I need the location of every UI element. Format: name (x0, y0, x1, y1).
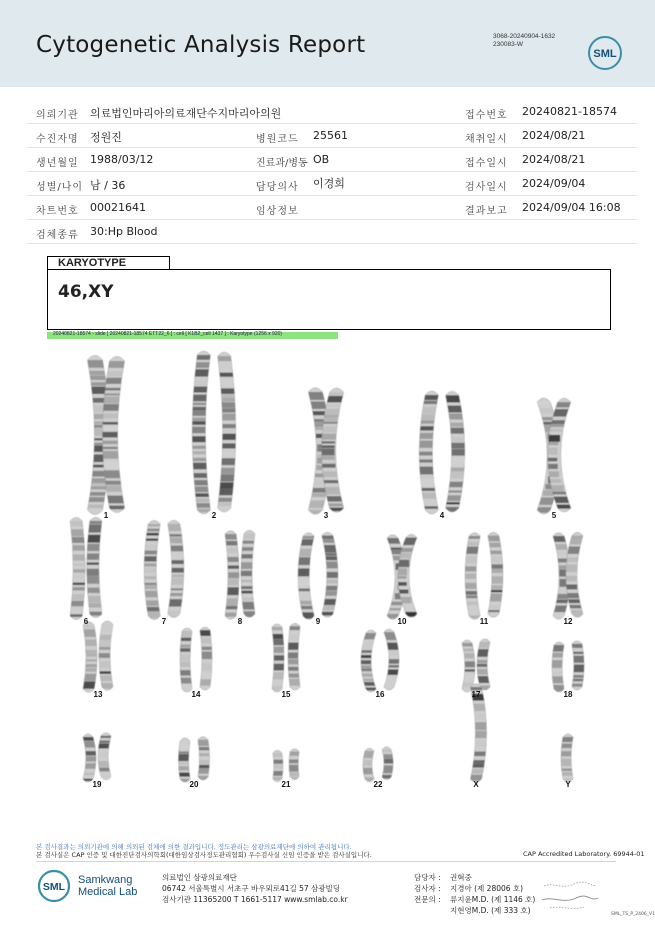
footer-divider (36, 861, 616, 862)
svg-text:SML: SML (593, 48, 617, 60)
test-date-label: 검사일시 (465, 182, 508, 193)
collect-label: 채취일시 (465, 134, 508, 145)
chromosome-X-single (465, 684, 497, 783)
chromosome-label-20: 20 (189, 780, 199, 789)
inst-value: 의료법인마리아의료재단수지마리아의원 (90, 107, 282, 120)
chromosome-11-b (482, 532, 512, 617)
dept-label: 진료과/병동 (256, 158, 308, 169)
chromosome-label-7: 7 (161, 617, 167, 626)
report-code-1: 3068-20240904-1632 (493, 33, 556, 40)
brand-name-1: Samkwang (78, 874, 133, 886)
chromosome-label-19: 19 (92, 780, 102, 789)
dept-value: OB (313, 153, 330, 166)
chromosome-20-a (172, 738, 195, 783)
test-date-value: 2024/09/04 (522, 177, 586, 190)
name-value: 정원진 (90, 131, 122, 144)
chromosome-7-b (162, 520, 194, 618)
name-label: 수진자명 (36, 134, 79, 145)
doctor-label: 담당의사 (256, 182, 299, 193)
chromosome-label-10: 10 (397, 617, 407, 626)
karyotype-result-box (47, 269, 611, 330)
chromosome-7-a (134, 520, 166, 619)
karyotype-tab-label: KARYOTYPE (58, 257, 127, 269)
chromosome-label-2: 2 (211, 511, 217, 520)
org-contact: 검사기관 11365200 T 1661-5117 www.smlab.co.kr (162, 895, 348, 904)
report-title: Cytogenetic Analysis Report (36, 32, 366, 58)
chromosome-5-b (531, 398, 577, 512)
chromosome-15-b (281, 623, 305, 690)
chromosome-label-3: 3 (323, 511, 329, 520)
karyotype-tab (47, 256, 170, 270)
tester-label: 검사자 : (414, 884, 441, 893)
chromosome-22-b (378, 747, 400, 780)
recv-date-label: 접수일시 (465, 158, 508, 169)
chromosome-label-21: 21 (281, 780, 291, 789)
doctor-value: 이경희 (313, 177, 345, 190)
ward-value: 25561 (313, 129, 348, 142)
cap-accreditation: CAP Accredited Laboratory. 69944-01 (523, 850, 645, 858)
specialist-value-1: 류지윤M.D. (제 1146 호) (450, 895, 536, 904)
specimen-label: 검체종류 (36, 230, 79, 241)
chromosome-14-b (195, 627, 219, 690)
chromosome-label-Y: Y (565, 780, 571, 789)
chromosome-2-a (181, 351, 217, 514)
chromosome-18-b (567, 641, 591, 690)
chromosome-label-8: 8 (237, 617, 243, 626)
disclaimer-line-2: 본 검사실은 CAP 인증 및 대한진단검사의학회(대한임상검사정도관리협회) 우수검사실 신임 인증을 받은 검사실입니다. (36, 851, 372, 859)
birth-label: 생년월일 (36, 158, 79, 169)
karyogram-image (40, 344, 630, 804)
signature-icon (540, 880, 600, 914)
chromosome-label-17: 17 (471, 690, 481, 699)
chart-value: 00021641 (90, 201, 146, 214)
chromosome-11-a (456, 533, 486, 620)
recv-date-value: 2024/08/21 (522, 153, 586, 166)
recv-no-label: 접수번호 (465, 110, 508, 121)
chromosome-16-a (351, 630, 381, 692)
chromosome-label-13: 13 (93, 690, 103, 699)
chromosome-label-14: 14 (191, 690, 201, 699)
collect-value: 2024/08/21 (522, 129, 586, 142)
brand-name-2: Medical Lab (78, 886, 138, 898)
info-row-6 (27, 220, 637, 244)
info-row-1 (27, 100, 637, 124)
chromosome-label-16: 16 (375, 690, 385, 699)
chromosome-21-a (268, 750, 288, 781)
chromosome-4-a (407, 391, 445, 514)
sml-footer-logo-icon (36, 868, 72, 904)
clinical-label: 임상정보 (256, 206, 299, 217)
report-value: 2024/09/04 16:08 (522, 201, 621, 214)
sml-logo-icon (586, 34, 624, 72)
recv-no-value: 20240821-18574 (522, 105, 617, 118)
chart-label: 차트번호 (36, 206, 79, 217)
info-row-2 (27, 124, 637, 148)
sex-label: 성별/나이 (36, 182, 84, 193)
chromosome-label-9: 9 (315, 617, 321, 626)
info-row-5 (27, 196, 637, 220)
report-code-2: 230083-W (493, 41, 523, 48)
chromosome-15-a (267, 624, 291, 692)
specialist-value-2: 지현영M.D. (제 333 호) (450, 906, 531, 915)
chromosome-label-15: 15 (281, 690, 291, 699)
info-row-4 (27, 172, 637, 196)
chromosome-label-5: 5 (551, 511, 557, 520)
manager-label: 담당자 : (414, 873, 441, 882)
org-name: 의료법인 삼광의료재단 (162, 873, 237, 882)
karyogram-caption-bar (47, 332, 338, 339)
chromosome-label-4: 4 (439, 511, 445, 520)
manager-value: 권혁중 (450, 873, 472, 882)
chromosome-16-b (379, 629, 409, 690)
birth-value: 1988/03/12 (90, 153, 154, 166)
sex-value: 남 / 36 (90, 179, 126, 192)
disclaimer-line-1: 본 검사결과는 의뢰기관에 의해 의뢰된 검체에 의한 결과입니다. 정도관리는 삼광의료재단에 의하여 관리됩니다. (36, 843, 352, 851)
karyogram-caption: 20240821-18574 - slide [ 20240821-18574 ETT22_6 ] : cell [ K1B2_cell 1437 ] : Karyotype (1256 x 920) (53, 331, 283, 337)
chromosome-label-18: 18 (563, 690, 573, 699)
chromosome-Y-single (554, 734, 578, 786)
org-address: 06742 서울특별시 서초구 바우뫼로41길 57 삼광빌딩 (162, 884, 341, 893)
document-code: SML_TS_P_2406_V1 (611, 912, 655, 917)
report-header (0, 0, 655, 87)
chromosome-20-b (193, 737, 216, 780)
chromosome-14-a (173, 628, 197, 692)
chromosome-label-6: 6 (83, 617, 89, 626)
chromosome-label-1: 1 (103, 511, 109, 520)
specimen-value: 30:Hp Blood (90, 225, 158, 238)
karyotype-result: 46,XY (58, 282, 114, 302)
tester-value: 지경아 (제 28006 호) (450, 884, 524, 893)
report-label: 결과보고 (465, 206, 508, 217)
chromosome-label-12: 12 (563, 617, 573, 626)
chromosome-label-11: 11 (479, 617, 489, 626)
svg-text:SML: SML (42, 881, 66, 893)
info-row-3 (27, 148, 637, 172)
chromosome-label-X: X (473, 780, 479, 789)
chromosome-9-a (288, 533, 320, 620)
chromosome-label-22: 22 (373, 780, 383, 789)
chromosome-2-b (211, 352, 247, 512)
ward-label: 병원코드 (256, 134, 299, 145)
chromosome-21-b (284, 749, 304, 783)
chromosome-9-b (316, 532, 348, 617)
inst-label: 의뢰기관 (36, 110, 79, 121)
chromosome-4-b (439, 391, 477, 512)
chromosome-18-a (545, 642, 569, 692)
specialist-label: 전문의 : (414, 895, 441, 904)
